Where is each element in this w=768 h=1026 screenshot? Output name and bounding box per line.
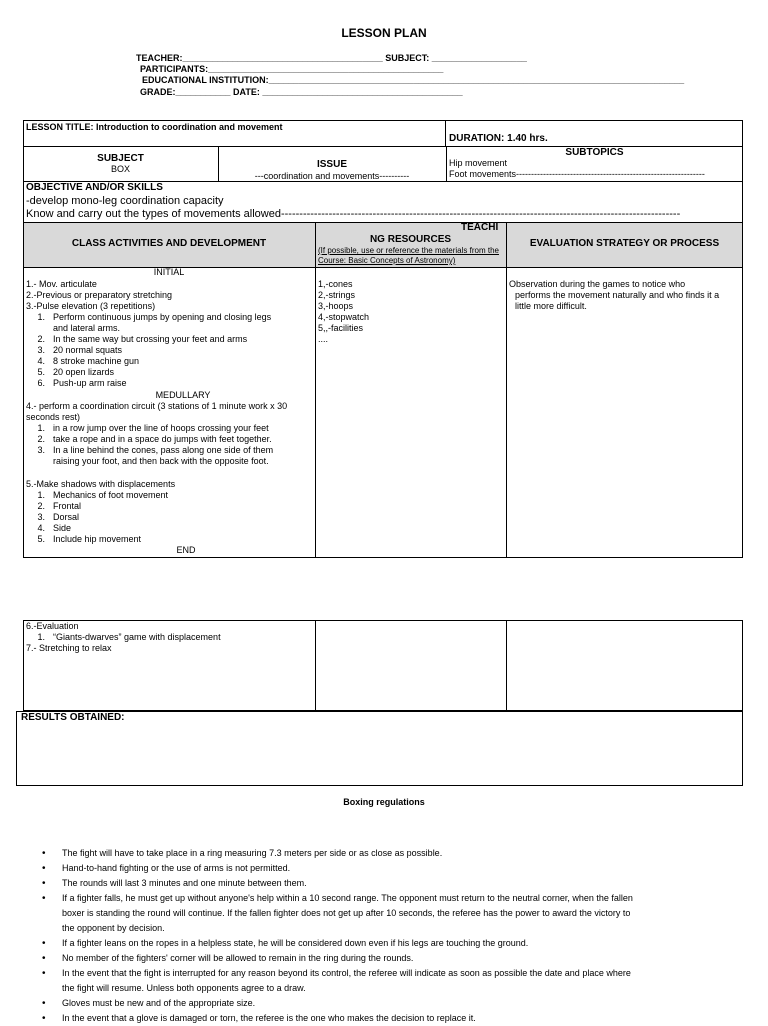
list-item: and lateral arms. xyxy=(53,323,121,333)
list-item: • In the event that a glove is damaged or torn, the referee is the one who makes the decision to replace it. xyxy=(42,1011,722,1026)
list-item: • The rounds will last 3 minutes and one minute between them. xyxy=(42,876,722,891)
list-item: 2. In the same way but crossing your feet and arms xyxy=(37,334,248,344)
grade-date-field: GRADE:___________ DATE: ________________________________________ xyxy=(140,87,463,97)
list-item: 3. Dorsal xyxy=(37,512,80,522)
list-item: .... xyxy=(318,334,329,344)
list-item: 3. In a line behind the cones, pass along one side of them xyxy=(37,445,274,455)
activity-item: 7.- Stretching to relax xyxy=(26,643,112,653)
objective-label: OBJECTIVE AND/OR SKILLS xyxy=(26,182,163,193)
list-item: • No member of the fighters' corner will be allowed to remain in the ring during the rounds. xyxy=(42,951,722,966)
list-item: 1. “Giants-dwarves” game with displacement xyxy=(37,632,221,642)
list-item: 5. 20 open lizards xyxy=(37,367,115,377)
resources-note: (If possible, use or reference the materials from the Course: Basic Concepts of Astronomy) xyxy=(318,246,499,265)
activity-item: 1.- Mov. articulate xyxy=(26,279,97,289)
subtopic-item: Foot movements--------------------------------------------------------------- xyxy=(449,169,705,179)
list-item: • The fight will have to take place in a ring measuring 7.3 meters per side or as close as possible. xyxy=(42,846,722,861)
resources-list xyxy=(318,279,369,345)
participants-field: PARTICIPANTS:_______________________________________________ xyxy=(140,64,444,74)
evaluation-text: Observation during the games to notice who xyxy=(509,279,686,289)
list-item: 2. take a rope and in a space do jumps with feet together. xyxy=(37,434,272,444)
list-item: 4,-stopwatch xyxy=(318,312,370,322)
teacher-field: TEACHER:________________________________________ SUBJECT: ___________________ xyxy=(136,53,527,63)
list-item: 5. Include hip movement xyxy=(37,534,142,544)
page-title: LESSON PLAN xyxy=(341,26,427,40)
results-box xyxy=(16,711,743,786)
subtopics-label: SUBTOPICS xyxy=(565,147,624,158)
list-item: • Hand-to-hand fighting or the use of arms is not permitted. xyxy=(42,861,722,876)
activity-item: 6.-Evaluation xyxy=(26,621,79,631)
evaluation-text: performs the movement naturally and who finds it a xyxy=(515,290,720,300)
evaluation-header: EVALUATION STRATEGY OR PROCESS xyxy=(529,238,720,249)
list-item: 1,-cones xyxy=(318,279,353,289)
lesson-title: LESSON TITLE: Introduction to coordination and movement xyxy=(26,122,283,132)
list-item: • In the event that the fight is interrupted for any reason beyond its control, the referee will indicate as soon as possible the date and place where the fight will resume. Unless both opponents agree to a draw. xyxy=(42,966,722,996)
list-item: 3,-hoops xyxy=(318,301,354,311)
medullary-heading: MEDULLARY xyxy=(155,390,211,400)
regulations-title: Boxing regulations xyxy=(343,797,425,807)
resources-header-b: NG RESOURCES xyxy=(369,234,452,245)
list-item: 1. Mechanics of foot movement xyxy=(37,490,169,500)
subject-value: BOX xyxy=(110,164,130,174)
list-item: 2. Frontal xyxy=(37,501,82,511)
list-item: raising your foot, and then back with the opposite foot. xyxy=(53,456,269,466)
objective-item: Know and carry out the types of movements allowed------------------------------------------------------------------------------------------------------------- xyxy=(26,208,681,220)
list-item: • If a fighter falls, he must get up without anyone's help within a 10 second range. The opponent must return to the neutral corner, when the fallen boxer is standing the round will continue. If the fallen fighter does not get up after 10 seconds, the referee has the power to award the victory to the opponent by decision. xyxy=(42,891,722,936)
shadows-list xyxy=(27,490,168,545)
pulse-list xyxy=(27,312,271,389)
regulations-list xyxy=(42,846,722,1026)
list-item: 4. 8 stroke machine gun xyxy=(37,356,140,366)
subject-label: SUBJECT xyxy=(97,153,144,164)
list-item: 1. Perform continuous jumps by opening and closing legs xyxy=(37,312,272,322)
list-item: • If a fighter leans on the ropes in a helpless state, he will be considered down even if his legs are touching the ground. xyxy=(42,936,722,951)
end-marker: END xyxy=(176,545,196,555)
activities-header: CLASS ACTIVITIES AND DEVELOPMENT xyxy=(71,238,267,249)
initial-heading: INITIAL xyxy=(153,267,185,277)
objective-item: -develop mono-leg coordination capacity xyxy=(26,195,224,207)
list-item: 5,,-facilities xyxy=(318,323,364,333)
subtopic-item: Hip movement xyxy=(449,158,508,168)
activity-item: seconds rest) xyxy=(26,412,81,422)
institution-field: EDUCATIONAL INSTITUTION:___________________________________________________________________________________ xyxy=(142,75,685,85)
list-item: 2,-strings xyxy=(318,290,356,300)
results-label: RESULTS OBTAINED: xyxy=(21,712,125,723)
issue-label: ISSUE xyxy=(316,159,347,170)
list-item: 1. in a row jump over the line of hoops crossing your feet xyxy=(37,423,269,433)
activity-item: 5.-Make shadows with displacements xyxy=(26,479,176,489)
list-item: • Gloves must be new and of the appropriate size. xyxy=(42,996,722,1011)
list-item: 4. Side xyxy=(37,523,72,533)
resources-header-a: TEACHI xyxy=(461,222,499,233)
activity-item: 4.- perform a coordination circuit (3 stations of 1 minute work x 30 xyxy=(26,401,288,411)
duration: DURATION: 1.40 hrs. xyxy=(449,133,548,144)
activity-item: 3.-Pulse elevation (3 repetitions) xyxy=(26,301,156,311)
list-item: 6. Push-up arm raise xyxy=(37,378,127,388)
evaluation-text: little more difficult. xyxy=(515,301,587,311)
activity-item: 2.-Previous or preparatory stretching xyxy=(26,290,173,300)
issue-value: ---coordination and movements---------- xyxy=(254,171,410,181)
list-item: 3. 20 normal squats xyxy=(37,345,123,355)
circuit-list xyxy=(27,423,273,467)
